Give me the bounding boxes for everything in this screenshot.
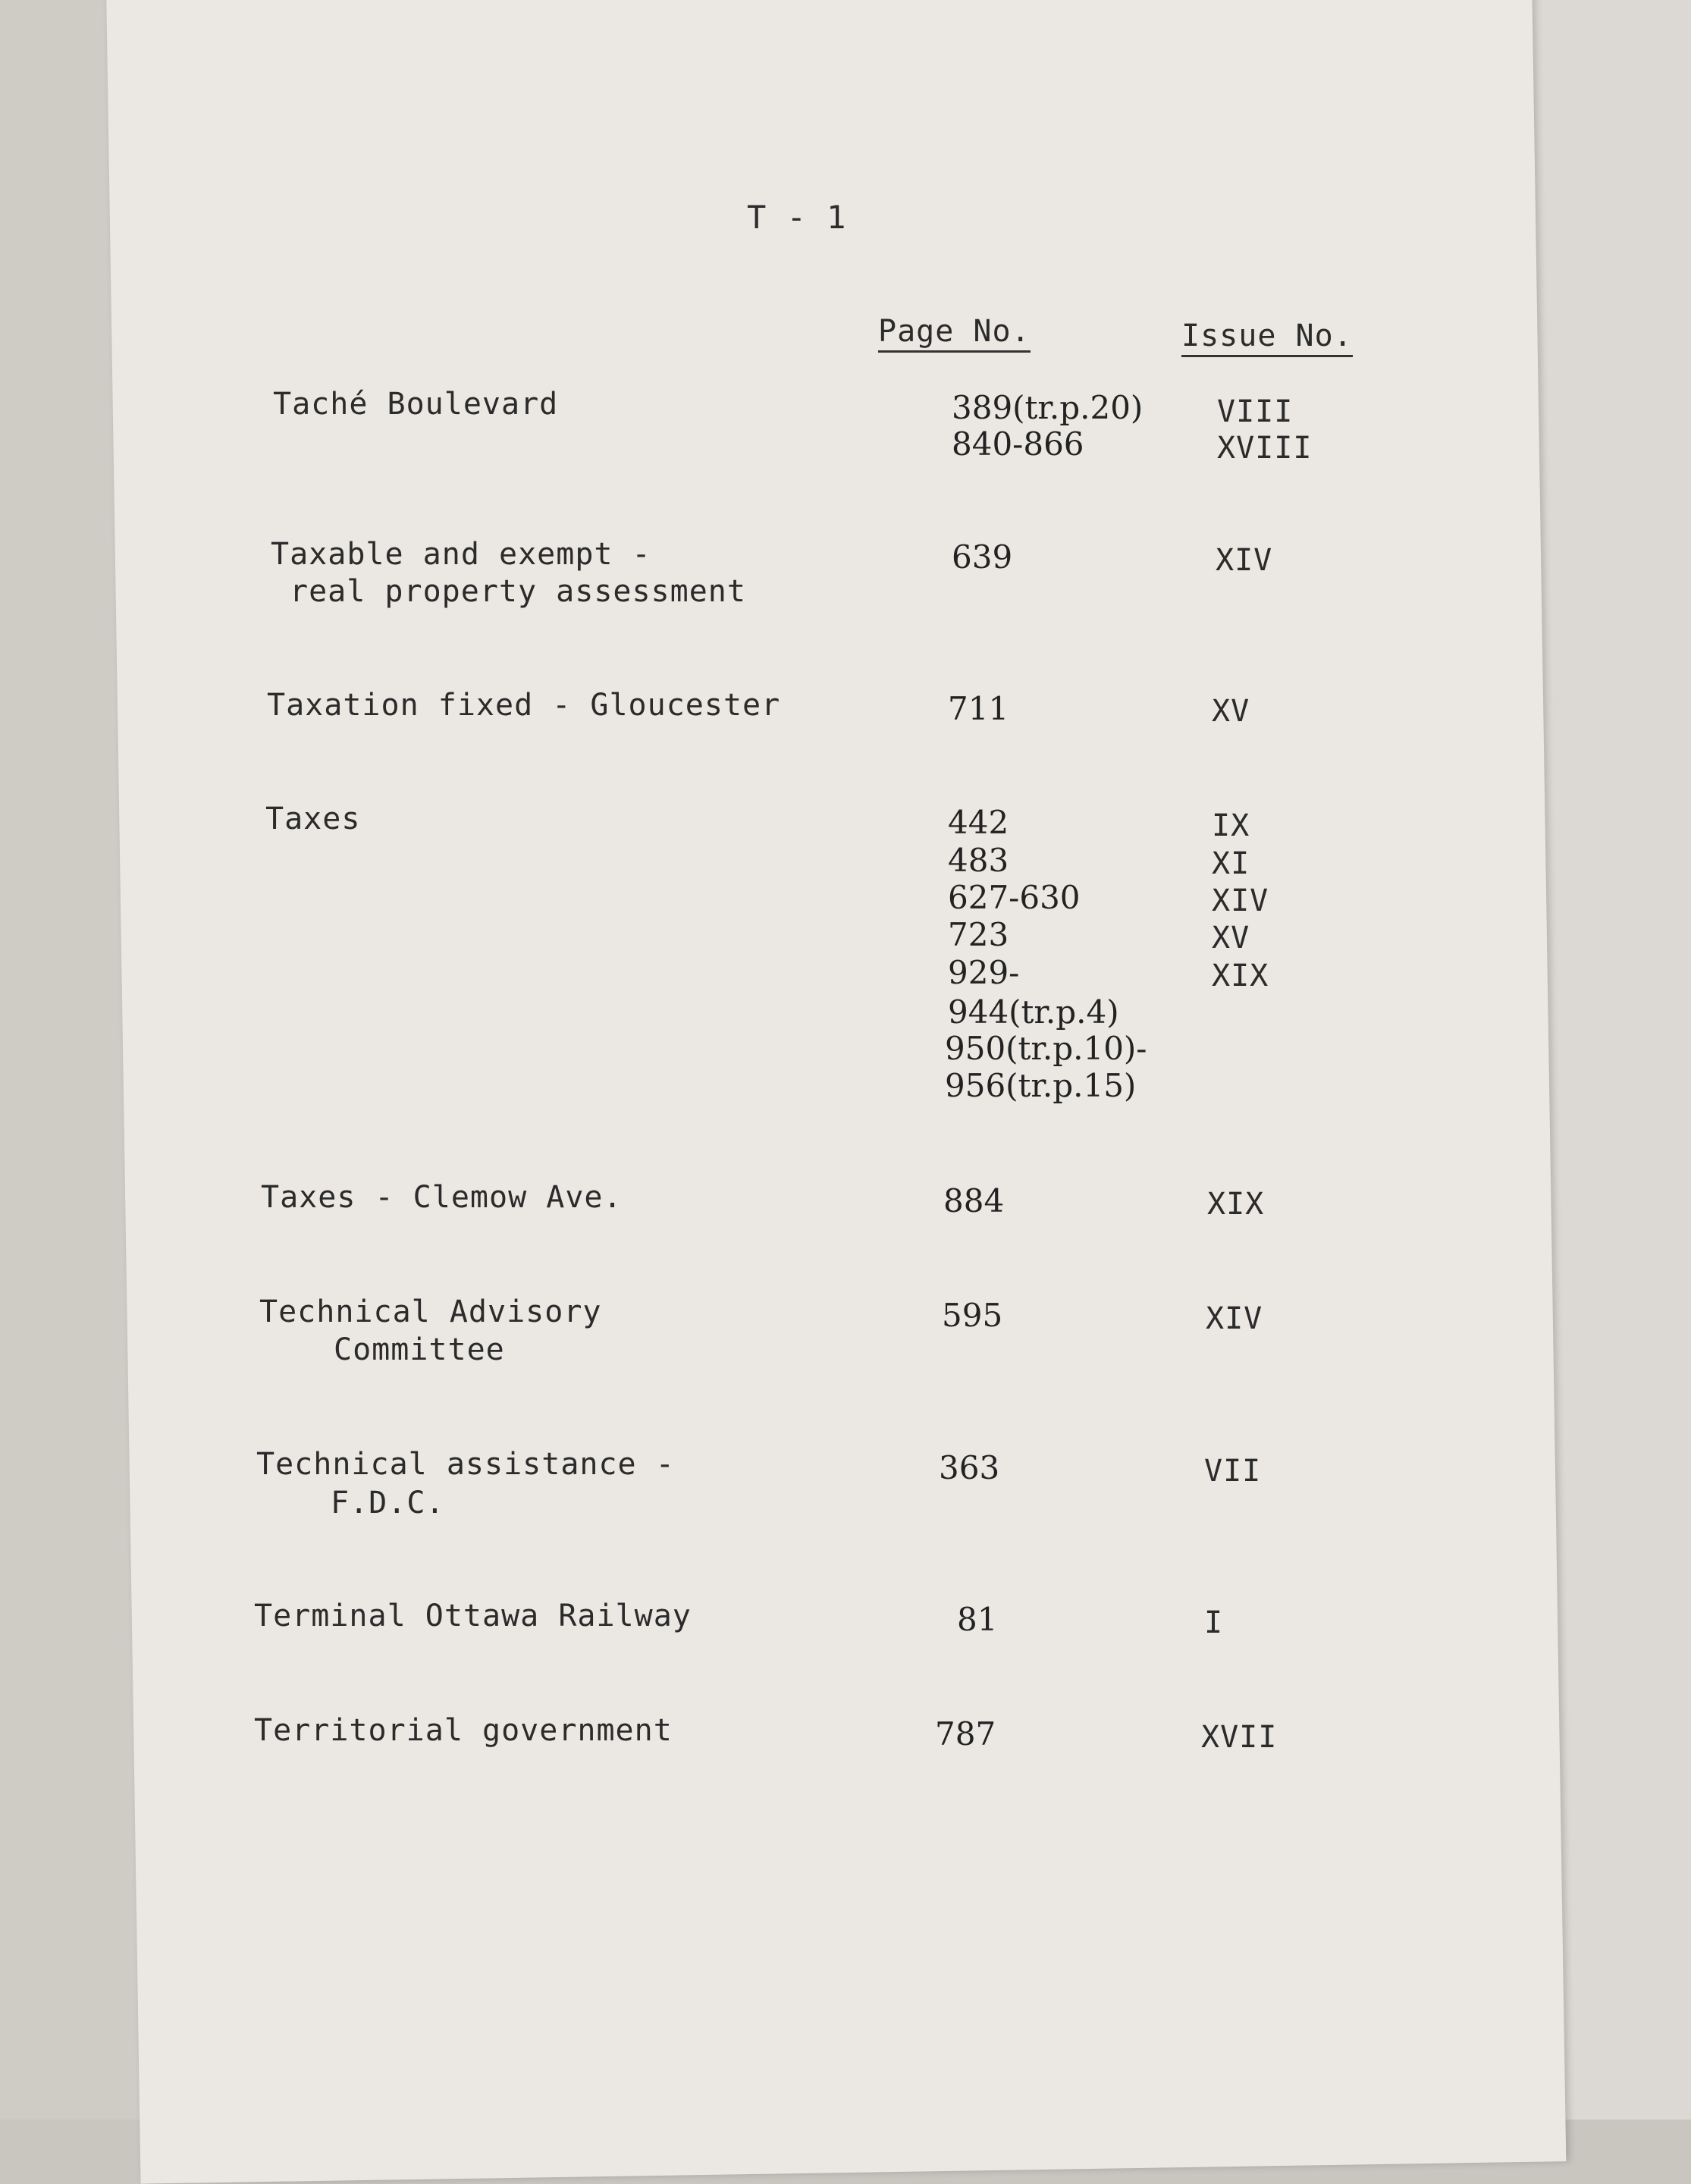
- issue-reference: VII: [1204, 1454, 1262, 1489]
- issue-reference: XIX: [1207, 1187, 1265, 1222]
- issue-reference: XV: [1212, 921, 1250, 956]
- index-term: Taxes - Clemow Ave.: [261, 1180, 623, 1215]
- page-reference: 639: [952, 538, 1013, 576]
- issue-reference: XVII: [1201, 1720, 1278, 1755]
- issue-reference: VIII: [1217, 394, 1294, 429]
- page-reference: 627-630: [948, 879, 1081, 916]
- issue-reference: XI: [1212, 846, 1250, 881]
- index-term: Taxation fixed - Gloucester: [267, 688, 781, 723]
- issue-number-column-header: Issue No.: [1181, 317, 1353, 357]
- page-reference: 442: [948, 804, 1009, 841]
- index-term: Technical assistance -: [256, 1447, 675, 1482]
- issue-reference: XV: [1212, 694, 1250, 729]
- page-reference: 711: [948, 690, 1009, 727]
- page-reference: 840-866: [952, 425, 1084, 463]
- issue-reference: XVIII: [1217, 431, 1313, 466]
- page-reference: 363: [939, 1449, 1000, 1486]
- index-term: Terminal Ottawa Railway: [254, 1599, 692, 1633]
- page-reference: 389(tr.p.20): [952, 389, 1144, 426]
- page-reference: 81: [957, 1601, 998, 1638]
- issue-reference: XIV: [1206, 1301, 1263, 1336]
- page-reference: 929-: [948, 954, 1020, 991]
- page-reference: 944(tr.p.4): [948, 993, 1119, 1031]
- page-reference: 884: [943, 1182, 1005, 1219]
- page-number-column-header: Page No.: [878, 312, 1031, 353]
- issue-reference: IX: [1212, 808, 1250, 843]
- page-title: T - 1: [747, 199, 847, 236]
- page-reference: 483: [948, 842, 1009, 879]
- page-reference: 950(tr.p.10)-: [945, 1030, 1147, 1067]
- page-reference: 595: [942, 1297, 1003, 1334]
- index-term: Technical Advisory: [259, 1294, 602, 1329]
- index-term-continuation: Committee: [334, 1332, 505, 1367]
- index-term: Taxable and exempt -: [271, 537, 651, 572]
- index-term: Taché Boulevard: [273, 387, 559, 422]
- issue-reference: I: [1204, 1605, 1224, 1640]
- index-term-continuation: real property assessment: [290, 574, 746, 609]
- issue-reference: XIV: [1216, 543, 1273, 578]
- issue-reference: XIX: [1212, 959, 1269, 993]
- page-reference: 956(tr.p.15): [945, 1067, 1137, 1104]
- index-term: Taxes: [265, 802, 361, 836]
- index-term: Territorial government: [254, 1713, 673, 1748]
- page-reference: 787: [935, 1715, 996, 1753]
- index-term-continuation: F.D.C.: [331, 1486, 445, 1520]
- page-reference: 723: [948, 916, 1009, 953]
- issue-reference: XIV: [1212, 883, 1269, 918]
